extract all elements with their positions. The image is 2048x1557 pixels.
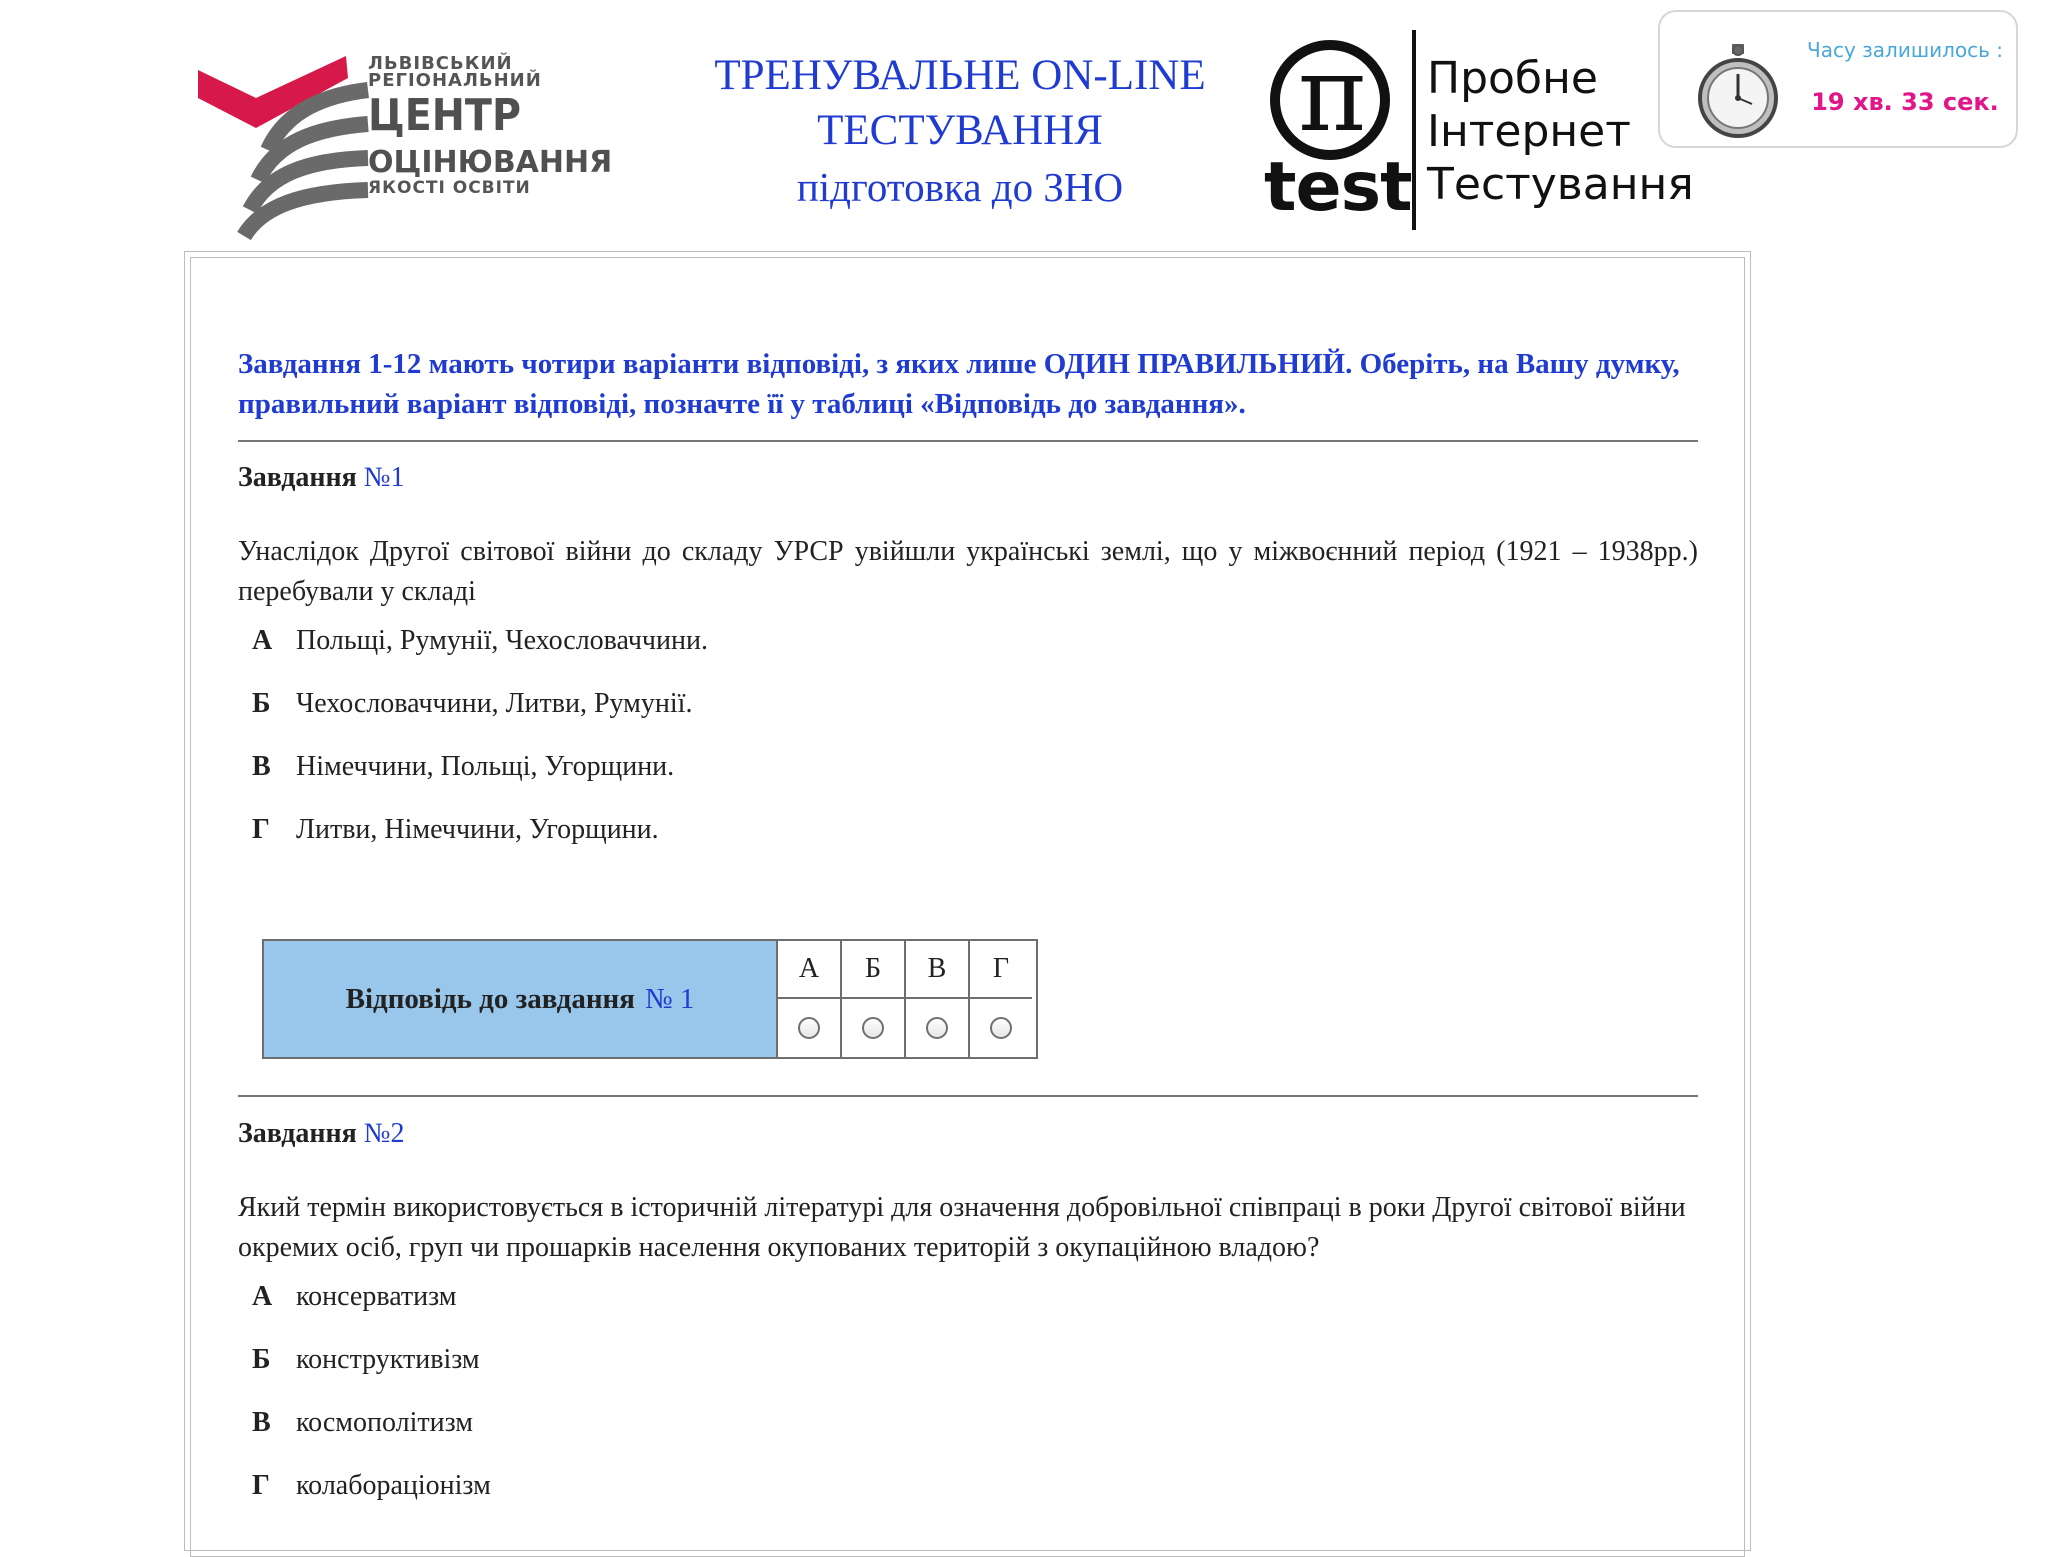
- answer-radio-c[interactable]: [926, 1017, 948, 1039]
- timer-widget: [1658, 10, 2018, 148]
- option-text: колабораціонізм: [296, 1470, 491, 1501]
- option-letter: Г: [252, 1470, 270, 1501]
- option-letter: А: [252, 625, 273, 656]
- task-2-heading: [238, 1118, 405, 1150]
- answer-cell-a: [776, 999, 840, 1057]
- logo-line-5: ЯКОСТІ ОСВІТИ: [368, 178, 531, 198]
- divider: [238, 440, 1698, 442]
- answer-label: [264, 941, 778, 1057]
- option-text: Польщі, Румунії, Чехословаччини.: [296, 625, 708, 656]
- option-letter: А: [252, 1281, 273, 1312]
- option-letter: Б: [252, 1344, 271, 1375]
- site-subtitle: підготовка до ЗНО: [796, 164, 1124, 210]
- pi-word-1: Пробне: [1427, 53, 1598, 104]
- task-2-option-d: [252, 1470, 491, 1502]
- lrcoyo-logo-mark: [196, 50, 376, 240]
- answer-radio-a[interactable]: [798, 1017, 820, 1039]
- answer-label-text: Відповідь до завдання: [345, 982, 635, 1015]
- stopwatch-icon: [1688, 40, 1788, 140]
- pi-test-word: test: [1264, 148, 1412, 227]
- instructions-text: Завдання 1-12 мають чотири варіанти відповіді, з яких лише ОДИН ПРАВИЛЬНИЙ. Оберіть, на Вашу думку, правильний варіант відповіді, позначте її у таблиці «Відповідь до завдання».: [238, 348, 1680, 420]
- option-text: Литви, Німеччини, Угорщини.: [296, 814, 659, 845]
- option-text: Німеччини, Польщі, Угорщини.: [296, 751, 675, 782]
- answer-cell-d: [968, 999, 1032, 1057]
- pi-word-2: Інтернет: [1427, 106, 1631, 157]
- option-letter: В: [252, 751, 271, 782]
- logo-line-2: РЕГІОНАЛЬНИЙ: [368, 70, 542, 91]
- task-1-option-c: [252, 751, 674, 783]
- task-2-option-a: [252, 1281, 457, 1313]
- divider: [238, 1095, 1698, 1097]
- timer-value: 19 хв. 33 сек.: [1811, 88, 1999, 116]
- pi-word-3: Тестування: [1427, 159, 1694, 210]
- logo-line-4: ОЦІНЮВАННЯ: [368, 145, 613, 180]
- option-text: Чехословаччини, Литви, Румунії.: [296, 688, 693, 719]
- answer-letter-a: А: [776, 941, 840, 999]
- answer-letter-c: В: [904, 941, 968, 999]
- task-2-option-c: [252, 1407, 473, 1439]
- site-title-line-2: ТЕСТУВАННЯ: [817, 107, 1103, 154]
- task-heading-label: Завдання: [238, 462, 357, 493]
- page-header: [0, 0, 2048, 245]
- option-letter: Б: [252, 688, 271, 719]
- pi-logo-words: [1427, 52, 1694, 211]
- task-1-option-b: [252, 688, 692, 720]
- site-title: [640, 48, 1280, 215]
- answer-radio-d[interactable]: [990, 1017, 1012, 1039]
- logo-line-1: ЛЬВІВСЬКИЙ: [368, 53, 513, 74]
- logo-line-3: ЦЕНТР: [368, 90, 521, 141]
- answer-letter-b: Б: [840, 941, 904, 999]
- answer-cell-b: [840, 999, 904, 1057]
- option-text: конструктивізм: [296, 1344, 480, 1375]
- answer-letter-d: Г: [968, 941, 1032, 999]
- task-1-question: Унаслідок Другої світової війни до складу УРСР увійшли українські землі, що у міжвоєнний період (1921 – 1938рр.) перебували у складі: [238, 536, 1698, 607]
- task-2-question: Який термін використовується в історичній літературі для означення добровільної співпраці в роки Другої світової війни окремих осіб, груп чи прошарків населення окупованих територій з окупаційною владою?: [238, 1192, 1686, 1263]
- task-number: №1: [363, 462, 405, 493]
- site-title-line-1: ТРЕНУВАЛЬНЕ ON-LINE: [714, 52, 1206, 99]
- pi-test-logo: [1262, 30, 1694, 235]
- answer-label-number: № 1: [644, 982, 695, 1015]
- pi-icon: π: [1297, 33, 1367, 155]
- lrcoyo-logo: [196, 50, 613, 240]
- option-letter: Г: [252, 814, 270, 845]
- task-heading-label: Завдання: [238, 1118, 357, 1149]
- task-number: №2: [363, 1118, 405, 1149]
- answer-table-1: [262, 939, 1038, 1059]
- option-text: консерватизм: [296, 1281, 457, 1312]
- answer-radio-b[interactable]: [862, 1017, 884, 1039]
- task-2-option-b: [252, 1344, 480, 1376]
- option-letter: В: [252, 1407, 271, 1438]
- answer-cell-c: [904, 999, 968, 1057]
- task-1-option-a: [252, 625, 708, 657]
- logo-divider: [1412, 30, 1416, 230]
- timer-label: Часу залишилось :: [1806, 38, 2004, 62]
- task-1-heading: [238, 462, 405, 494]
- option-text: космополітизм: [296, 1407, 473, 1438]
- task-1-option-d: [252, 814, 659, 846]
